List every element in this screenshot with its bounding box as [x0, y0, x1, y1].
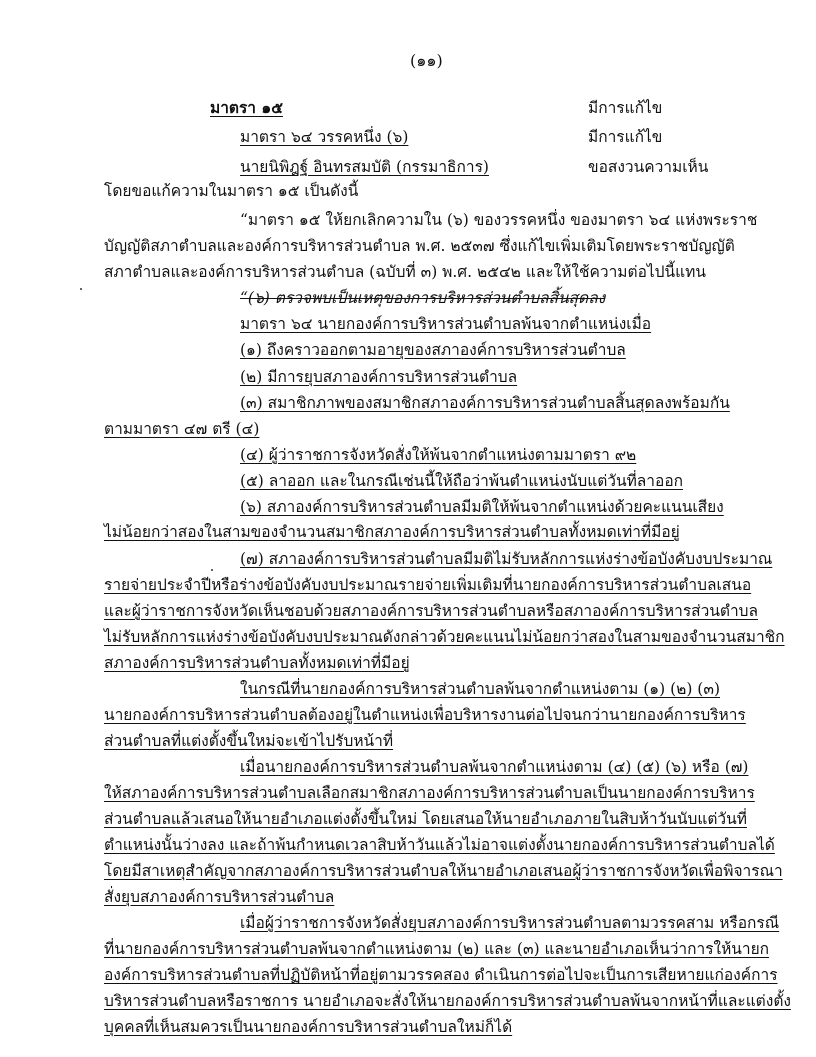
section64-title: มาตรา ๖๔ นายกองค์การบริหารส่วนตำบลพ้นจากตำแหน่งเมื่อ — [240, 315, 652, 333]
list-item: ไม่น้อยกว่าสองในสามของจำนวนสมาชิกสภาองค์การบริหารส่วนตำบลทั้งหมดเท่าที่มีอยู่ — [104, 523, 680, 541]
subsection-status: มีการแก้ไข — [588, 128, 663, 146]
list-item: (๓) สมาชิกภาพของสมาชิกสภาองค์การบริหารส่วนตำบลสิ้นสุดลงพร้อมกัน — [240, 394, 730, 412]
scan-speck — [80, 288, 82, 290]
quote-line: สภาตำบลและองค์การบริหารส่วนตำบล (ฉบับที่ ๓) พ.ศ. ๒๕๔๒ และให้ใช้ความต่อไปนี้แทน — [104, 263, 706, 281]
list-item: (๖) สภาองค์การบริหารส่วนตำบลมีมติให้พ้นจากตำแหน่งด้วยคะแนนเสียง — [240, 498, 724, 516]
page-number: (๑๑) — [410, 51, 443, 70]
paragraph-line: ในกรณีที่นายกองค์การบริหารส่วนตำบลพ้นจากตำแหน่งตาม (๑) (๒) (๓) — [240, 680, 721, 698]
paragraph-line: เมื่อผู้ว่าราชการจังหวัดสั่งยุบสภาองค์การบริหารส่วนตำบลตามวรรคสาม หรือกรณี — [240, 914, 780, 932]
paragraph-line: บุคคลที่เห็นสมควรเป็นนายกองค์การบริหารส่วนตำบลใหม่ก็ได้ — [104, 1018, 513, 1036]
list-item: (๒) มีการยุบสภาองค์การบริหารส่วนตำบล — [240, 368, 518, 386]
member-status: ขอสงวนความเห็น — [588, 158, 709, 176]
subsection-heading: มาตรา ๖๔ วรรคหนึ่ง (๖) — [240, 128, 409, 146]
paragraph-line: ให้สภาองค์การบริหารส่วนตำบลเลือกสมาชิกสภาองค์การบริหารส่วนตำบลเป็นนายกองค์การบริหาร — [104, 784, 755, 802]
paragraph-line: เมื่อนายกองค์การบริหารส่วนตำบลพ้นจากตำแหน่งตาม (๔) (๕) (๖) หรือ (๗) — [240, 758, 749, 776]
paragraph-line: ส่วนตำบลที่แต่งตั้งขึ้นใหม่จะเข้าไปรับหน้าที่ — [104, 732, 394, 750]
paragraph-line: ที่นายกองค์การบริหารส่วนตำบลพ้นจากตำแหน่งตาม (๒) และ (๓) และนายอำเภอเห็นว่าการให้นายก — [104, 940, 770, 958]
quote-line: “มาตรา ๑๕ ให้ยกเลิกความใน (๖) ของวรรคหนึ่ง ของมาตรา ๖๔ แห่งพระราช — [240, 211, 758, 229]
list-item: (๕) ลาออก และในกรณีเช่นนี้ให้ถือว่าพ้นตำแหน่งนับแต่วันที่ลาออก — [240, 472, 684, 490]
list-item: สภาองค์การบริหารส่วนตำบลทั้งหมดเท่าที่มีอยู่ — [104, 654, 410, 672]
list-item: ไม่รับหลักการแห่งร่างข้อบังคับงบประมาณดังกล่าวด้วยคะแนนไม่น้อยกว่าสองในสามของจำนวนสมาชิก — [104, 628, 785, 646]
list-item: (๑) ถึงคราวออกตามอายุของสภาองค์การบริหารส่วนตำบล — [240, 341, 626, 359]
committee-member: นายนิพิฎฐ์ อินทรสมบัติ (กรรมาธิการ) — [240, 158, 489, 176]
paragraph-line: องค์การบริหารส่วนตำบลที่ปฏิบัติหน้าที่อยู่ตามวรรคสอง ดำเนินการต่อไปจะเป็นการเสียหายแก่องค์การ — [104, 966, 778, 984]
list-item: ตามมาตรา ๔๗ ตรี (๔) — [104, 420, 260, 438]
paragraph-line: สั่งยุบสภาองค์การบริหารส่วนตำบล — [104, 888, 335, 906]
paragraph-line: โดยมีสาเหตุสำคัญจากสภาองค์การบริหารส่วนตำบลให้นายอำเภอเสนอผู้ว่าราชการจังหวัดเพื่อพิจารณา — [104, 862, 783, 880]
quote-line: บัญญัติสภาตำบลและองค์การบริหารส่วนตำบล พ.ศ. ๒๕๓๗ ซึ่งแก้ไขเพิ่มเติมโดยพระราชบัญญัติ — [104, 237, 735, 255]
struck-text-line: “(๖) ตรวจพบเป็นเหตุของการบริหารส่วนตำบลสิ้นสุดลง — [240, 289, 606, 307]
list-item: และผู้ว่าราชการจังหวัดเห็นชอบด้วยสภาองค์การบริหารส่วนตำบลหรือสภาองค์การบริหารส่วนตำบล — [104, 602, 759, 620]
section-heading: มาตรา ๑๕ — [210, 98, 283, 117]
list-item: รายจ่ายประจำปีหรือร่างข้อบังคับงบประมาณรายจ่ายเพิ่มเติมที่นายกองค์การบริหารส่วนตำบลเสนอ — [104, 576, 752, 594]
section-status: มีการแก้ไข — [588, 99, 663, 117]
intro-line: โดยขอแก้ความในมาตรา ๑๕ เป็นดังนี้ — [104, 182, 359, 200]
paragraph-line: บริหารส่วนตำบลหรือราชการ นายอำเภอจะสั่งให้นายกองค์การบริหารส่วนตำบลพ้นจากหน้าที่และแต่งตั้ง — [104, 992, 791, 1010]
paragraph-line: นายกองค์การบริหารส่วนตำบลต้องอยู่ในตำแหน่งเพื่อบริหารงานต่อไปจนกว่านายกองค์การบริหาร — [104, 706, 746, 724]
list-item: (๗) สภาองค์การบริหารส่วนตำบลมีมติไม่รับหลักการแห่งร่างข้อบังคับงบประมาณ — [240, 550, 773, 568]
list-item: (๔) ผู้ว่าราชการจังหวัดสั่งให้พ้นจากตำแหน่งตามมาตรา ๙๒ — [240, 446, 637, 464]
paragraph-line: ตำแหน่งนั้นว่างลง และถ้าพ้นกำหนดเวลาสิบห้าวันแล้วไม่อาจแต่งตั้งนายกองค์การบริหารส่วนตำบลได้ — [104, 836, 775, 854]
paragraph-line: ส่วนตำบลแล้วเสนอให้นายอำเภอแต่งตั้งขึ้นใหม่ โดยเสนอให้นายอำเภอภายในสิบห้าวันนับแต่วันที่ — [104, 810, 747, 828]
scan-speck — [211, 569, 213, 571]
